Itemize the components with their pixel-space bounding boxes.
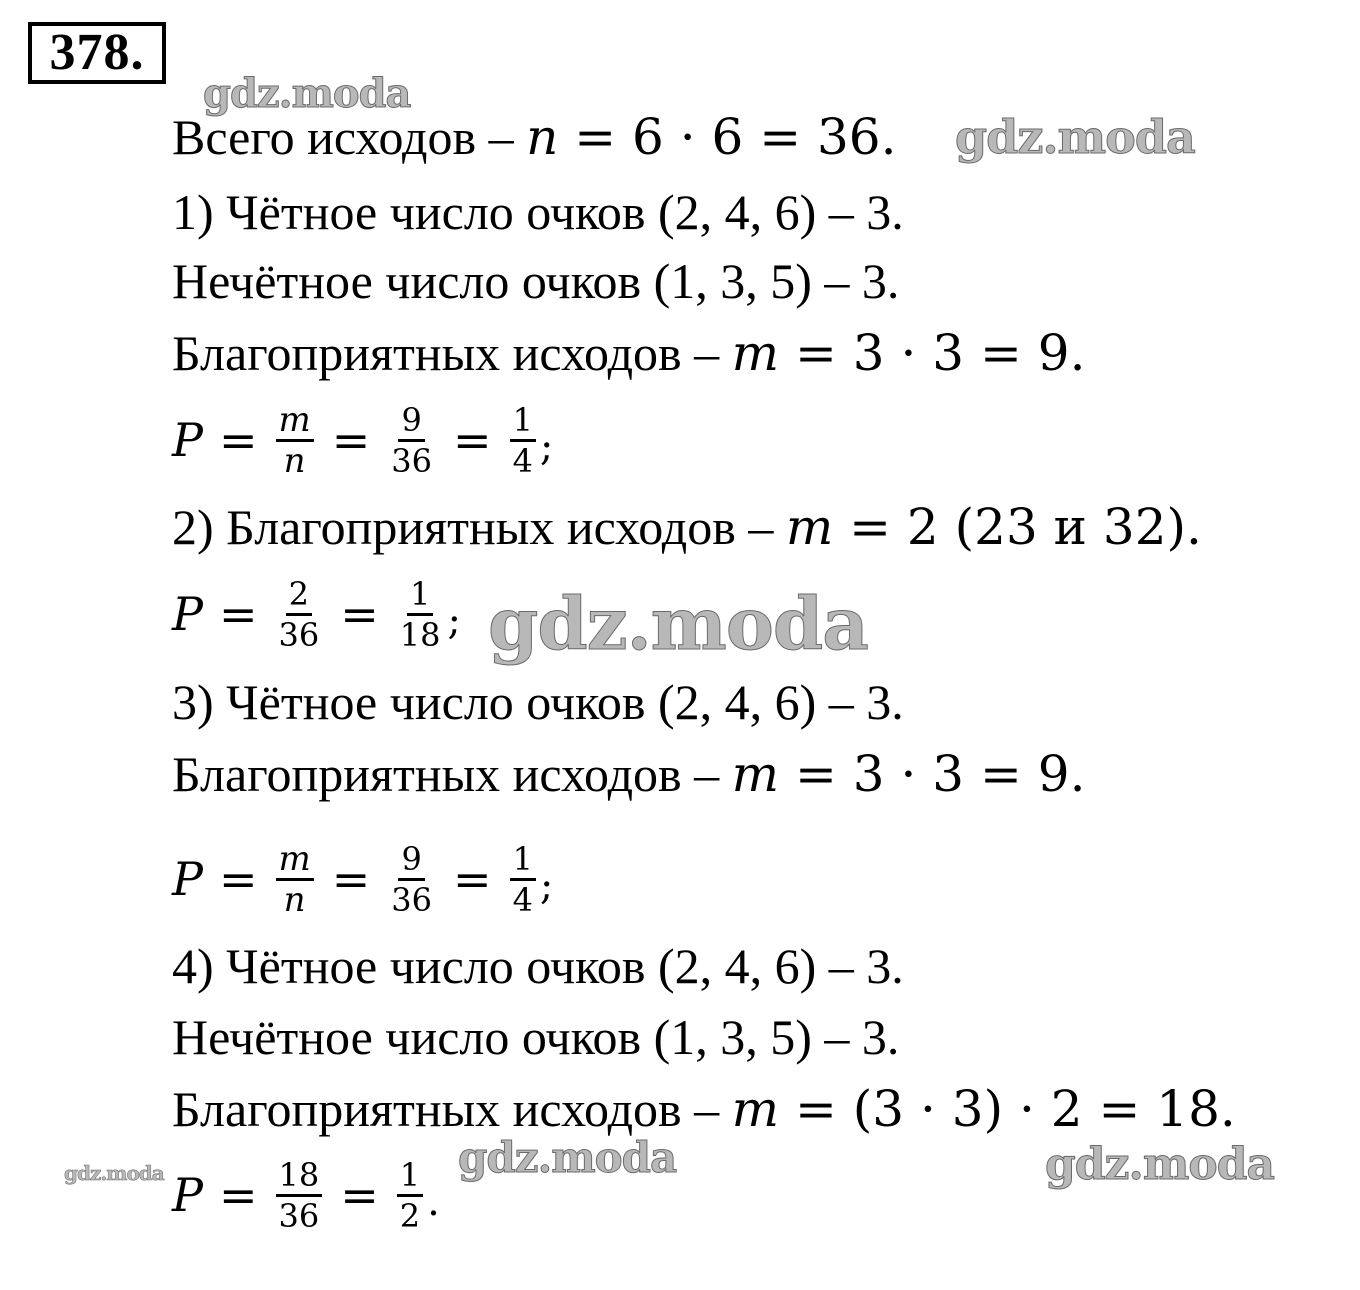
- favorable-expr: = 3 · 3 = 9.: [779, 324, 1086, 382]
- var-m: m: [731, 745, 780, 803]
- var-m: m: [785, 498, 834, 556]
- equals-sign: =: [453, 852, 492, 906]
- formula-1: [172, 390, 553, 490]
- numerator: 1: [510, 840, 536, 881]
- punctuation: .: [427, 1179, 440, 1225]
- favorable-expr: = (3 · 3) · 2 = 18.: [779, 1080, 1236, 1138]
- total-outcomes-line: [172, 108, 897, 166]
- numerator: 1: [510, 401, 536, 442]
- favorable-label: 2) Благоприятных исходов –: [172, 499, 786, 555]
- punctuation: ;: [447, 598, 461, 644]
- equals-sign: =: [218, 413, 258, 467]
- part1-odd-line: Нечётное число очков (1, 3, 5) – 3.: [172, 253, 900, 309]
- formula-2: [172, 564, 461, 664]
- equals-sign: =: [340, 1168, 379, 1222]
- numerator: 9: [398, 401, 424, 442]
- fraction-m-over-n: [276, 401, 314, 480]
- numerator: 9: [398, 840, 424, 881]
- numerator: 1: [397, 1156, 423, 1197]
- denominator: 18: [399, 615, 441, 654]
- fraction: [276, 1156, 323, 1235]
- numerator: 1: [407, 575, 433, 616]
- denominator: n: [283, 440, 306, 481]
- watermark: gdz.moda: [458, 1133, 677, 1182]
- denominator: 36: [278, 615, 320, 654]
- formula-p: P: [172, 852, 203, 906]
- part4-favorable-line: [172, 1080, 1236, 1138]
- equals-sign: =: [218, 587, 258, 641]
- equals-sign: =: [331, 413, 371, 467]
- equals-sign: =: [218, 1168, 258, 1222]
- formula-4: [172, 1145, 440, 1245]
- fraction: [388, 401, 435, 480]
- fraction: [388, 840, 435, 919]
- favorable-expr: = 3 · 3 = 9.: [779, 745, 1086, 803]
- formula-p: P: [172, 587, 203, 641]
- numerator: m: [276, 401, 314, 442]
- total-outcomes-expr: = 6 · 6 = 36.: [558, 108, 897, 166]
- favorable-label: Благоприятных исходов –: [172, 1081, 732, 1137]
- part4-even-line: 4) Чётное число очков (2, 4, 6) – 3.: [172, 938, 904, 994]
- part4-odd-line: Нечётное число очков (1, 3, 5) – 3.: [172, 1009, 900, 1065]
- denominator: 36: [391, 441, 433, 480]
- part3-favorable-line: [172, 745, 1086, 803]
- numerator: 2: [286, 575, 312, 616]
- fraction: [276, 575, 323, 654]
- part3-even-line: 3) Чётное число очков (2, 4, 6) – 3.: [172, 674, 904, 730]
- problem-number: 378.: [28, 22, 166, 84]
- denominator: 36: [278, 1196, 320, 1235]
- equals-sign: =: [218, 852, 258, 906]
- watermark: gdz.moda: [1045, 1139, 1275, 1190]
- punctuation: ;: [539, 863, 554, 909]
- favorable-label: Благоприятных исходов –: [172, 746, 732, 802]
- fraction: [397, 575, 444, 654]
- numerator: 18: [276, 1156, 323, 1197]
- fraction: [510, 840, 536, 919]
- equals-sign: =: [340, 587, 379, 641]
- formula-3: [172, 829, 553, 929]
- fraction: [397, 1156, 423, 1235]
- part2-favorable-line: [172, 498, 1202, 556]
- fraction-m-over-n: [276, 840, 314, 919]
- var-n: n: [526, 108, 559, 166]
- part1-favorable-line: [172, 324, 1086, 382]
- formula-p: P: [172, 1168, 203, 1222]
- watermark: gdz.moda: [955, 110, 1195, 164]
- denominator: n: [283, 879, 306, 920]
- part1-even-line: 1) Чётное число очков (2, 4, 6) – 3.: [172, 184, 904, 240]
- fraction: [510, 401, 536, 480]
- var-m: m: [731, 1080, 780, 1138]
- denominator: 4: [512, 880, 533, 919]
- watermark: gdz.moda: [203, 70, 411, 117]
- equals-sign: =: [453, 413, 492, 467]
- numerator: m: [276, 840, 314, 881]
- favorable-label: Благоприятных исходов –: [172, 325, 732, 381]
- var-m: m: [731, 324, 780, 382]
- watermark: gdz.moda: [64, 1161, 164, 1185]
- total-outcomes-label: Всего исходов –: [172, 109, 527, 165]
- denominator: 36: [391, 880, 433, 919]
- watermark: gdz.moda: [488, 581, 868, 666]
- denominator: 4: [512, 441, 533, 480]
- denominator: 2: [399, 1196, 421, 1235]
- formula-p: P: [172, 413, 203, 467]
- punctuation: ;: [539, 424, 554, 470]
- favorable-expr: = 2 (23 и 32).: [833, 498, 1202, 556]
- equals-sign: =: [331, 852, 371, 906]
